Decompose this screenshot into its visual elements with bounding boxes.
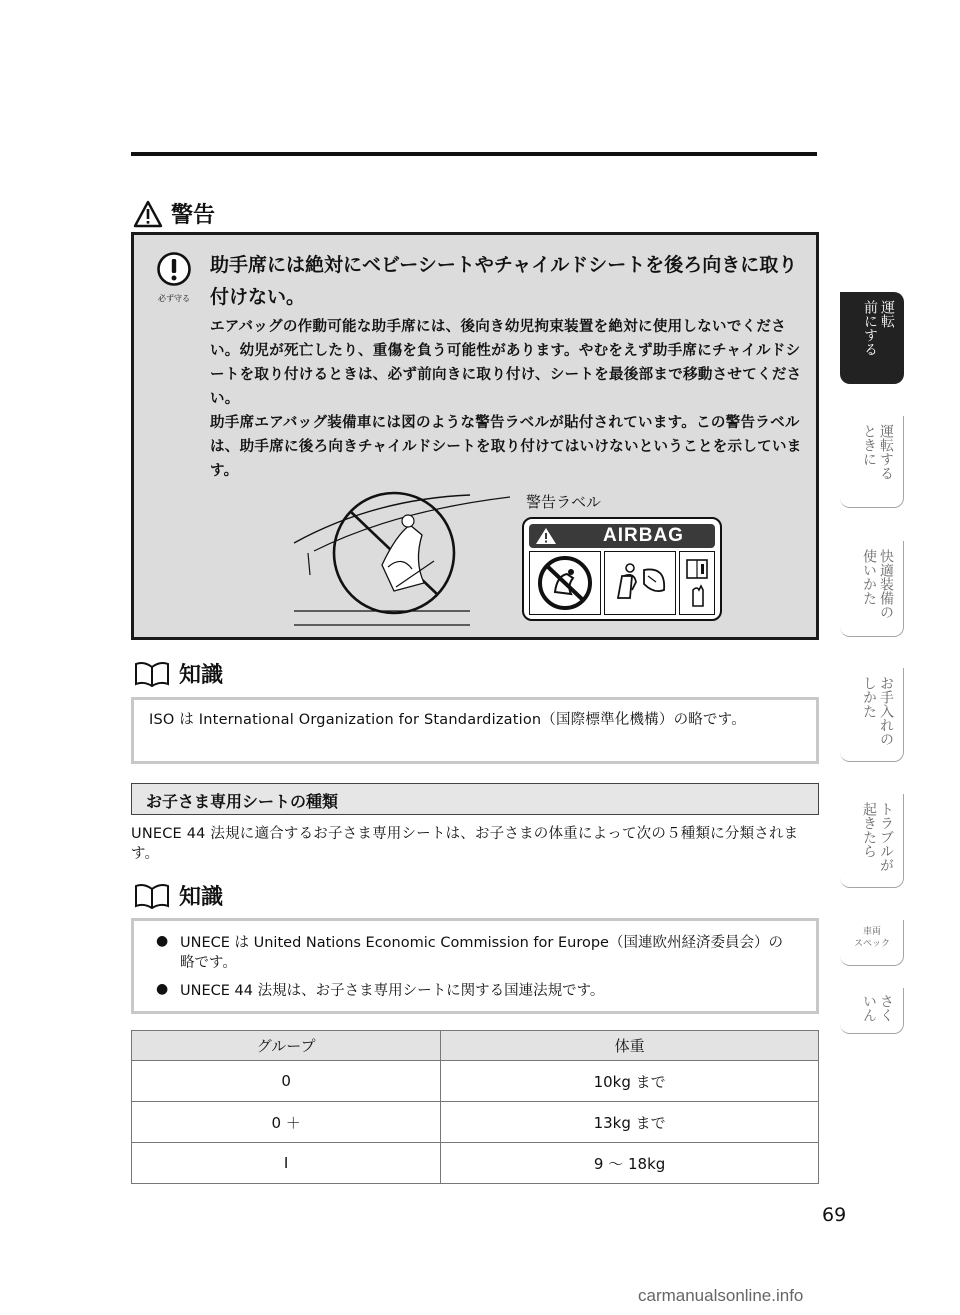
knowledge-heading-1 [133, 658, 223, 689]
warning-title: 助手席には絶対にベビーシートやチャイルドシートを後ろ向きに取り付けない。 [210, 254, 798, 308]
bullet-dot: ● [156, 981, 169, 997]
warning-body [210, 315, 810, 483]
side-tab-5-line-2: 起きたら [861, 802, 877, 858]
warning-box [131, 232, 819, 640]
knowledge-bullet-1-text: UNECE は United Nations Economic Commission for Europe（国連欧州経済委員会）の略です。 [180, 935, 783, 971]
side-tab-1-line-1: 運転 [879, 300, 895, 328]
side-tab-index[interactable] [840, 988, 904, 1034]
side-tab-7-line-1: さく [878, 994, 894, 1022]
table-cell-weight: 13kg まで [441, 1102, 819, 1143]
side-tab-troubleshooting[interactable] [840, 794, 904, 888]
knowledge-heading-1-text: 知識 [179, 663, 224, 688]
section-title: お子さま専用シートの種類 [146, 792, 339, 811]
knowledge-heading-2-text: 知識 [179, 885, 224, 910]
table-header-group: グループ [132, 1031, 441, 1061]
side-tab-1-line-2: 前にする [862, 300, 878, 356]
knowledge-bullet-1 [156, 933, 796, 973]
table-header-row [132, 1031, 819, 1061]
warning-label-caption: 警告ラベル [526, 493, 602, 511]
section-paragraph: UNECE 44 法規に適合するお子さま専用シートは、お子さまの体重によって次の５種類に分類されます。 [131, 826, 799, 862]
side-tab-vehicle-specs[interactable] [840, 920, 904, 966]
side-tab-3-line-2: 使いかた [861, 549, 877, 605]
page-number: 69 [822, 1204, 847, 1226]
side-tab-6-line-2: スペック [853, 939, 890, 949]
knowledge-bullet-2 [156, 981, 796, 1001]
side-tab-6-line-1: 車両 [862, 927, 881, 937]
side-tab-2-line-1: 運転する [878, 424, 894, 480]
table-cell-group: 0 [132, 1061, 441, 1102]
side-tab-before-driving[interactable] [840, 292, 904, 384]
side-tab-4-line-2: しかた [861, 676, 877, 718]
airbag-label-header [529, 524, 715, 548]
airbag-warning-triangle-icon [535, 527, 557, 545]
warning-paragraph-1: エアバッグの作動可能な助手席には、後向き幼児拘束装置を絶対に使用しないでください。幼児が死亡したり、重傷を負う可能性があります。やむをえず助手席にチャイルドシートを取り付けるときは、必ず前向きに取り付け、シートを最後部まで移動させてください。 [210, 319, 802, 407]
airbag-warning-label [522, 517, 722, 621]
warning-heading [133, 198, 215, 229]
open-book-icon [133, 882, 171, 910]
table-row [132, 1102, 819, 1143]
table-row [132, 1143, 819, 1184]
table-cell-group: 0 ＋ [132, 1102, 441, 1143]
warning-triangle-icon [133, 200, 163, 228]
knowledge-box-1 [131, 697, 819, 764]
table-cell-weight: 10kg まで [441, 1061, 819, 1102]
side-tab-while-driving[interactable] [840, 416, 904, 508]
side-tab-maintenance[interactable] [840, 668, 904, 762]
knowledge-bullet-2-text: UNECE 44 法規は、お子さま専用シートに関する国連法規です。 [180, 983, 605, 999]
watermark: carmanualsonline.info [638, 1286, 804, 1305]
bullet-dot: ● [156, 933, 169, 949]
table-row [132, 1061, 819, 1102]
no-rear-facing-seat-icon [529, 551, 601, 615]
airbag-label-text: AIRBAG [603, 525, 684, 546]
warning-paragraph-2: 助手席エアバッグ装備車には図のような警告ラベルが貼付されています。この警告ラベルは、助手席に後ろ向きチャイルドシートを取り付けてはいけないということを示しています。 [210, 415, 802, 479]
knowledge-box-2 [131, 918, 819, 1014]
table-cell-group: Ⅰ [132, 1143, 441, 1184]
must-follow-caption: 必ず守る [158, 294, 190, 303]
section-title-bar [131, 783, 819, 815]
table-header-weight: 体重 [441, 1031, 819, 1061]
must-follow-icon [155, 251, 193, 304]
rear-facing-seat-prohibited-illustration [284, 491, 514, 629]
side-tab-5-line-1: トラブルが [878, 802, 894, 872]
manual-info-icon [679, 551, 715, 615]
knowledge-heading-2 [133, 880, 223, 911]
side-tab-3-line-1: 快適装備の [878, 549, 894, 619]
side-tab-7-line-2: いん [861, 994, 877, 1022]
top-rule [131, 152, 817, 156]
seat-group-table [131, 1030, 819, 1184]
table-cell-weight: 9 〜 18kg [441, 1143, 819, 1184]
side-tab-comfort-features[interactable] [840, 541, 904, 637]
open-book-icon [133, 660, 171, 688]
side-tab-4-line-1: お手入れの [878, 676, 894, 746]
warning-heading-text: 警告 [171, 203, 216, 228]
side-tab-2-line-2: ときに [861, 424, 877, 466]
knowledge-text-1: ISO は International Organization for Standardization（国際標準化機構）の略です。 [149, 712, 746, 728]
airbag-deploy-icon [604, 551, 676, 615]
